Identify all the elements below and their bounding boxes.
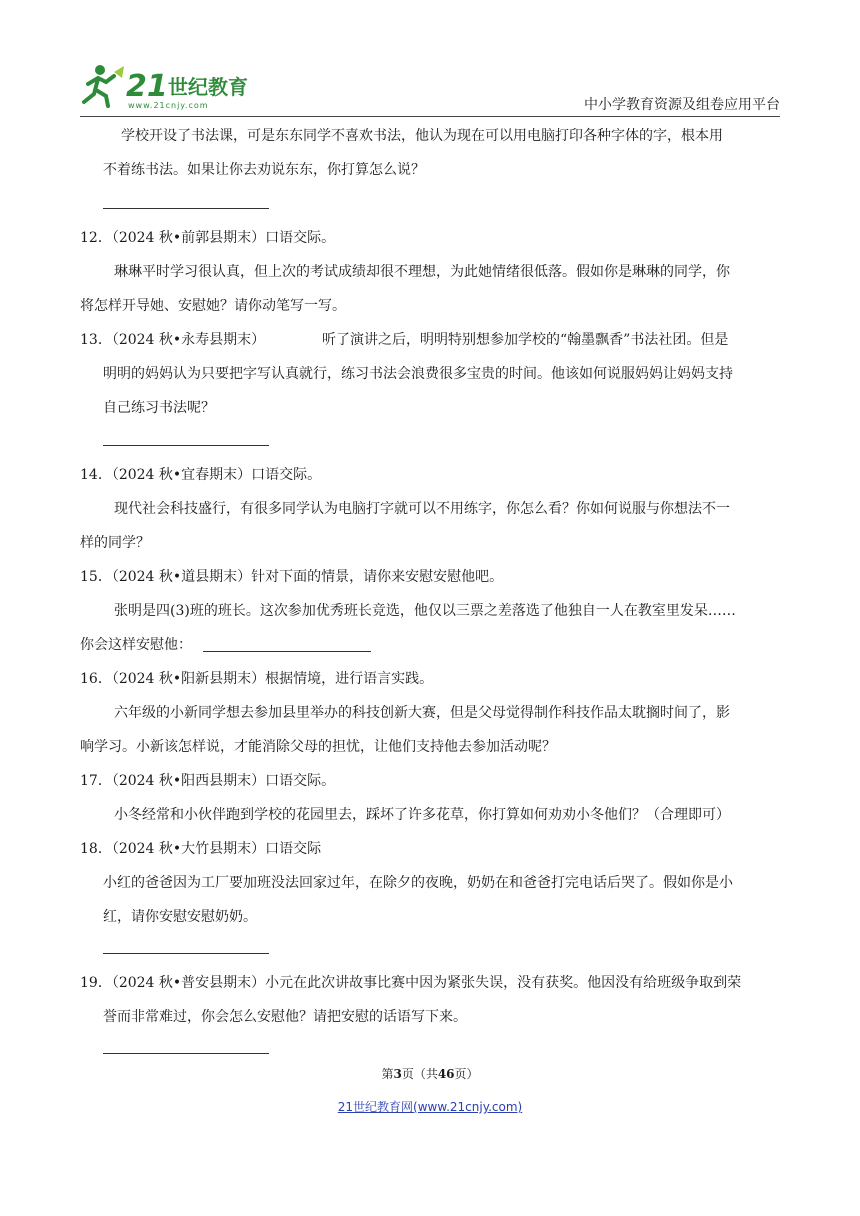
question-16: 16．（2024 秋•阳新县期末）根据情境，进行语言实践。 [80,671,434,687]
answer-blank[interactable] [103,1053,269,1054]
svg-text:世纪教育: 世纪教育 [168,75,248,99]
text-line: 现代社会科技盛行，有很多同学认为电脑打字就可以不用练字，你怎么看？你如何说服与你想法不一 [114,501,730,517]
question-12: 12．（2024 秋•前郭县期末）口语交际。 [80,230,336,246]
text-line: 誉而非常难过，你会怎么安慰他？请把安慰的话语写下来。 [103,1009,467,1025]
text-line: 自己练习书法呢？ [103,400,215,416]
page-header [80,62,780,120]
question-19: 19．（2024 秋•普安县期末）小元在此次讲故事比赛中因为紧张失误，没有获奖。他因没有给班级争取到荣 [80,975,742,991]
footer-link[interactable]: 21世纪教育网(www.21cnjy.com) [337,1100,523,1114]
text-line: 将怎样开导她、安慰她？请你动笔写一写。 [80,298,346,314]
text-line: 听了演讲之后，明明特别想参加学校的“翰墨飘香”书法社团。但是 [322,332,729,348]
text-line: 你会这样安慰他： [80,637,192,653]
question-13: 13．（2024 秋•永寿县期末） [80,332,266,348]
text-line: 小冬经常和小伙伴跑到学校的花园里去，踩坏了许多花草，你打算如何劝劝小冬他们？（合理即可） [114,807,730,823]
text-line: 小红的爸爸因为工厂要加班没法回家过年，在除夕的夜晚，奶奶在和爸爸打完电话后哭了。假如你是小 [103,875,733,891]
text-line: 张明是四(3)班的班长。这次参加优秀班长竞选，他仅以三票之差落选了他独自一人在教室里发呆…… [114,603,736,619]
question-15: 15．（2024 秋•道县期末）针对下面的情景，请你来安慰安慰他吧。 [80,569,504,585]
page-number: 第3页（共46页） [381,1067,479,1081]
question-17: 17．（2024 秋•阳西县期末）口语交际。 [80,773,336,789]
svg-text:www.21cnjy.com: www.21cnjy.com [128,101,209,110]
header-divider [80,116,780,117]
text-line: 红，请你安慰安慰奶奶。 [103,909,257,925]
platform-name: 中小学教育资源及组卷应用平台 [584,97,780,113]
answer-blank[interactable] [103,445,269,446]
text-line: 不着练书法。如果让你去劝说东东，你打算怎么说？ [103,162,425,178]
text-line: 六年级的小新同学想去参加县里举办的科技创新大赛，但是父母觉得制作科技作品太耽搁时间了，影 [114,705,730,721]
answer-blank[interactable] [203,651,371,652]
question-18: 18．（2024 秋•大竹县期末）口语交际 [80,841,322,857]
answer-blank[interactable] [103,953,269,954]
answer-blank[interactable] [103,208,269,209]
text-line: 琳琳平时学习很认真，但上次的考试成绩却很不理想，为此她情绪很低落。假如你是琳琳的同学，你 [114,264,730,280]
text-line: 样的同学？ [80,535,150,551]
text-line: 明明的妈妈认为只要把字写认真就行，练习书法会浪费很多宝贵的时间。他该如何说服妈妈让妈妈支持 [103,366,733,382]
question-14: 14．（2024 秋•宜春期末）口语交际。 [80,467,322,483]
text-line: 学校开设了书法课，可是东东同学不喜欢书法，他认为现在可以用电脑打印各种字体的字，根本用 [121,128,723,144]
logo-21cnjy [80,62,260,112]
svg-text:21: 21 [126,69,168,104]
text-line: 响学习。小新该怎样说，才能消除父母的担忧，让他们支持他去参加活动呢？ [80,739,556,755]
